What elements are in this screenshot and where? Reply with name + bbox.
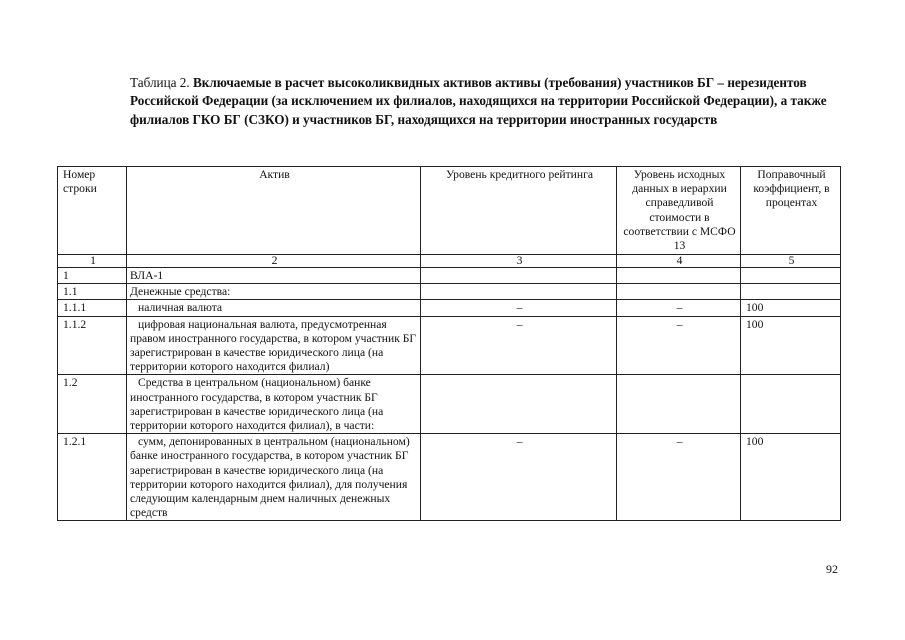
row-coefficient xyxy=(741,284,841,300)
column-number: 4 xyxy=(617,255,741,268)
column-number-row xyxy=(58,255,841,268)
row-number: 1.1.1 xyxy=(58,300,127,316)
caption-prefix: Таблица 2. xyxy=(130,75,193,90)
table-row xyxy=(58,375,841,434)
table-row xyxy=(58,316,841,375)
row-level xyxy=(617,268,741,284)
row-coefficient: 100 xyxy=(741,300,841,316)
row-level xyxy=(617,284,741,300)
table-row xyxy=(58,284,841,300)
row-number: 1.2 xyxy=(58,375,127,434)
row-coefficient xyxy=(741,268,841,284)
row-rating xyxy=(421,284,617,300)
row-level: – xyxy=(617,434,741,521)
row-asset: цифровая национальная валюта, предусмотренная правом иностранного государства, в котором участник БГ зарегистрирован в качестве юридического лица (на территории которого находится филиал) xyxy=(127,316,421,375)
row-rating xyxy=(421,375,617,434)
page-number: 92 xyxy=(826,562,838,576)
row-coefficient: 100 xyxy=(741,316,841,375)
row-level: – xyxy=(617,300,741,316)
row-number: 1.2.1 xyxy=(58,434,127,521)
row-number: 1 xyxy=(58,268,127,284)
table-caption xyxy=(130,74,830,129)
row-rating: – xyxy=(421,434,617,521)
row-coefficient: 100 xyxy=(741,434,841,521)
row-asset: сумм, депонированных в центральном (национальном) банке иностранного государства, в котором участник БГ зарегистрирован в качестве юридического лица (на территории которого находится филиал), для получения следующим календарным днем наличных денежных средств xyxy=(127,434,421,521)
row-rating xyxy=(421,268,617,284)
header-row-number: Номер строки xyxy=(58,167,127,255)
header-asset: Актив xyxy=(127,167,421,255)
caption-title: Включаемые в расчет высоколиквидных активов активы (требования) участников БГ – нерезидентов Российской Федерации (за исключением их филиалов, находящихся на территории Российской Федерации), а также филиалов ГКО БГ (СЗКО) и участников БГ, находящихся на территории иностранных государств xyxy=(130,75,827,127)
table-row xyxy=(58,434,841,521)
row-asset: Денежные средства: xyxy=(127,284,421,300)
row-number: 1.1.2 xyxy=(58,316,127,375)
column-number: 5 xyxy=(741,255,841,268)
row-level xyxy=(617,375,741,434)
column-number: 1 xyxy=(58,255,127,268)
row-level: – xyxy=(617,316,741,375)
header-credit-rating: Уровень кредитного рейтинга xyxy=(421,167,617,255)
row-asset: ВЛА-1 xyxy=(127,268,421,284)
column-number: 2 xyxy=(127,255,421,268)
header-fair-value-level: Уровень исходных данных в иерархии справедливой стоимости в соответствии с МСФО 13 xyxy=(617,167,741,255)
table-row xyxy=(58,268,841,284)
row-coefficient xyxy=(741,375,841,434)
header-coefficient: Поправочный коэффициент, в процентах xyxy=(741,167,841,255)
row-number: 1.1 xyxy=(58,284,127,300)
header-row xyxy=(58,167,841,255)
row-rating: – xyxy=(421,316,617,375)
assets-table xyxy=(57,166,841,521)
row-asset: наличная валюта xyxy=(127,300,421,316)
column-number: 3 xyxy=(421,255,617,268)
row-asset: Средства в центральном (национальном) банке иностранного государства, в котором участник БГ зарегистрирован в качестве юридического лица (на территории которого находится филиал), в части: xyxy=(127,375,421,434)
table-row xyxy=(58,300,841,316)
row-rating: – xyxy=(421,300,617,316)
